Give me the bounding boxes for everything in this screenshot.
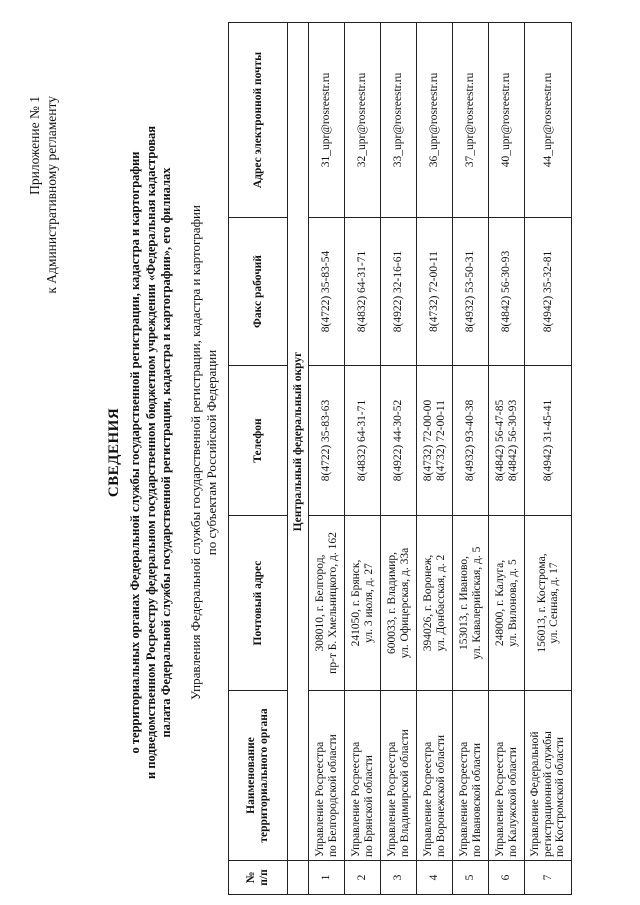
table-header-row: [229, 23, 288, 895]
address-line: 153013, г. Иваново,: [458, 556, 470, 650]
row-number: 4: [417, 861, 453, 895]
header-organ-name: Наименование территориального органа: [229, 691, 288, 861]
header-number: [229, 861, 288, 895]
row-number: 3: [381, 861, 417, 895]
row-number: 6: [489, 861, 525, 895]
region-number-cell: [288, 861, 309, 895]
row-number: 1: [309, 861, 345, 895]
row-phone: [489, 366, 525, 516]
offices-table-wrapper: [228, 23, 572, 895]
row-number: 7: [525, 861, 572, 895]
section-heading: [188, 150, 219, 755]
row-address: [345, 516, 381, 691]
region-label: Центральный федеральный округ: [288, 23, 309, 861]
organ-name-line: по Владимирской области: [398, 729, 411, 857]
row-email[interactable]: 31_upr@rosreestr.ru: [309, 23, 345, 218]
organ-name-line: Управление Росреестра: [350, 741, 362, 857]
row-organ-name: [453, 691, 489, 861]
row-email[interactable]: 37_upr@rosreestr.ru: [453, 23, 489, 218]
row-phone: [453, 366, 489, 516]
table-row: [309, 23, 345, 895]
header-email: Адрес электронной почты: [229, 23, 288, 218]
document-subtitle: [128, 90, 175, 815]
header-number-abbr: п/п: [258, 869, 270, 886]
organ-name-line: Управление Росреестра: [314, 741, 326, 857]
row-address: [453, 516, 489, 691]
row-number: 2: [345, 861, 381, 895]
row-address: [525, 516, 572, 691]
offices-table: [228, 22, 572, 895]
row-fax: 8(4842) 56-30-93: [489, 218, 525, 366]
organ-name-line: Управление Росреестра: [386, 741, 398, 857]
appendix-line-1: Приложение № 1: [27, 96, 42, 195]
table-row: [345, 23, 381, 895]
address-line: ул. Донбасская, д. 2: [434, 554, 447, 652]
address-line: ул. 3 июля, д. 27: [362, 563, 375, 643]
organ-name-line: регистрационной службы: [541, 731, 554, 857]
row-fax: 8(4732) 72-00-11: [417, 218, 453, 366]
row-phone: [345, 366, 381, 516]
row-organ-name: [525, 691, 572, 861]
row-organ-name: [345, 691, 381, 861]
row-email[interactable]: 36_upr@rosreestr.ru: [417, 23, 453, 218]
phone-line: 8(4732) 72-00-00: [422, 399, 434, 482]
section-heading-line-1: Управления Федеральной службы государственной регистрации, кадастра и картографии: [188, 205, 203, 700]
row-email[interactable]: 44_upr@rosreestr.ru: [525, 23, 572, 218]
row-phone: [381, 366, 417, 516]
row-fax: 8(4922) 32-16-61: [381, 218, 417, 366]
row-address: [309, 516, 345, 691]
row-email[interactable]: 32_upr@rosreestr.ru: [345, 23, 381, 218]
row-address: [417, 516, 453, 691]
phone-line: 8(4842) 56-30-93: [506, 399, 519, 482]
row-organ-name: [489, 691, 525, 861]
phone-line: 8(4932) 93-40-38: [464, 399, 477, 482]
address-line: 156013, г. Кострома,: [535, 553, 548, 653]
subtitle-line-1: о территориальных органах Федеральной службы государственной регистрации, кадастра и картографии: [128, 151, 142, 754]
section-heading-line-2: по субъектам Российской Федерации: [203, 349, 219, 556]
address-line: 394026, г. Воронеж,: [422, 554, 434, 652]
organ-name-line: по Брянской области: [362, 755, 375, 857]
table-row: [489, 23, 525, 895]
row-organ-name: [309, 691, 345, 861]
row-organ-name: [417, 691, 453, 861]
phone-line: 8(4922) 44-30-52: [392, 399, 405, 482]
address-line: 248000, г. Калуга,: [494, 559, 506, 647]
document-title: СВЕДЕНИЯ: [106, 407, 122, 498]
header-fax: Факс рабочий: [229, 218, 288, 366]
organ-name-line: по Костромской области: [554, 736, 567, 857]
address-line: ул. Вилонова, д. 5: [506, 559, 519, 647]
row-phone: [309, 366, 345, 516]
row-fax: 8(4932) 53-50-31: [453, 218, 489, 366]
organ-name-line: по Калужской области: [506, 747, 519, 857]
address-line: 600033, г. Владимир,: [386, 552, 398, 654]
subtitle-line-2: и подведомственном Росреестру федеральном государственном бюджетном учреждении «Федеральная кадастровая: [143, 126, 158, 779]
address-line: 241050, г. Брянск,: [350, 559, 362, 647]
phone-line: 8(4832) 64-31-71: [356, 399, 369, 482]
table-row: [453, 23, 489, 895]
row-address: [489, 516, 525, 691]
phone-line: 8(4942) 31-45-41: [541, 399, 554, 482]
row-fax: 8(4832) 64-31-71: [345, 218, 381, 366]
row-organ-name: [381, 691, 417, 861]
address-line: 308010, г. Белгород,: [314, 554, 326, 652]
address-line: ул. Сенная, д. 17: [548, 562, 560, 644]
table-row: [525, 23, 572, 895]
table-row: [417, 23, 453, 895]
header-phone: Телефон: [229, 366, 288, 516]
row-number: 5: [453, 861, 489, 895]
address-line: пр-т Б. Хмельницкого, д. 162: [326, 532, 339, 674]
row-fax: 8(4722) 35-83-54: [309, 218, 345, 366]
row-address: [381, 516, 417, 691]
appendix-line-2: к Административному регламенту: [44, 96, 59, 294]
address-line: ул. Офицерская, д. 33а: [398, 547, 411, 659]
row-email[interactable]: 40_upr@rosreestr.ru: [489, 23, 525, 218]
organ-name-line: Управление Федеральной: [529, 731, 542, 857]
organ-name-line: по Белгородской области: [326, 734, 339, 857]
organ-name-line: по Воронежской области: [434, 734, 447, 857]
header-postal-address: Почтовый адрес: [229, 516, 288, 691]
phone-line: 8(4842) 56-47-85: [494, 399, 506, 482]
organ-name-line: Управление Росреестра: [494, 741, 506, 857]
header-number-symbol: №: [245, 871, 257, 884]
table-row: [381, 23, 417, 895]
appendix-note: [26, 96, 60, 294]
row-phone: [525, 366, 572, 516]
subtitle-line-3: палата Федеральной службы государственной регистрации, кадастра и картографии», его филиалах: [159, 167, 173, 738]
phone-line: 8(4722) 35-83-63: [320, 399, 333, 482]
address-line: ул. Кавалерийская, д. 5: [470, 546, 483, 660]
organ-name-line: по Ивановской области: [470, 742, 483, 857]
organ-name-line: Управление Росреестра: [458, 741, 470, 857]
organ-name-line: Управление Росреестра: [422, 741, 434, 857]
row-email[interactable]: 33_upr@rosreestr.ru: [381, 23, 417, 218]
row-fax: 8(4942) 35-32-81: [525, 218, 572, 366]
region-row: [288, 23, 309, 895]
phone-line: 8(4732) 72-00-11: [434, 399, 447, 482]
row-phone: [417, 366, 453, 516]
